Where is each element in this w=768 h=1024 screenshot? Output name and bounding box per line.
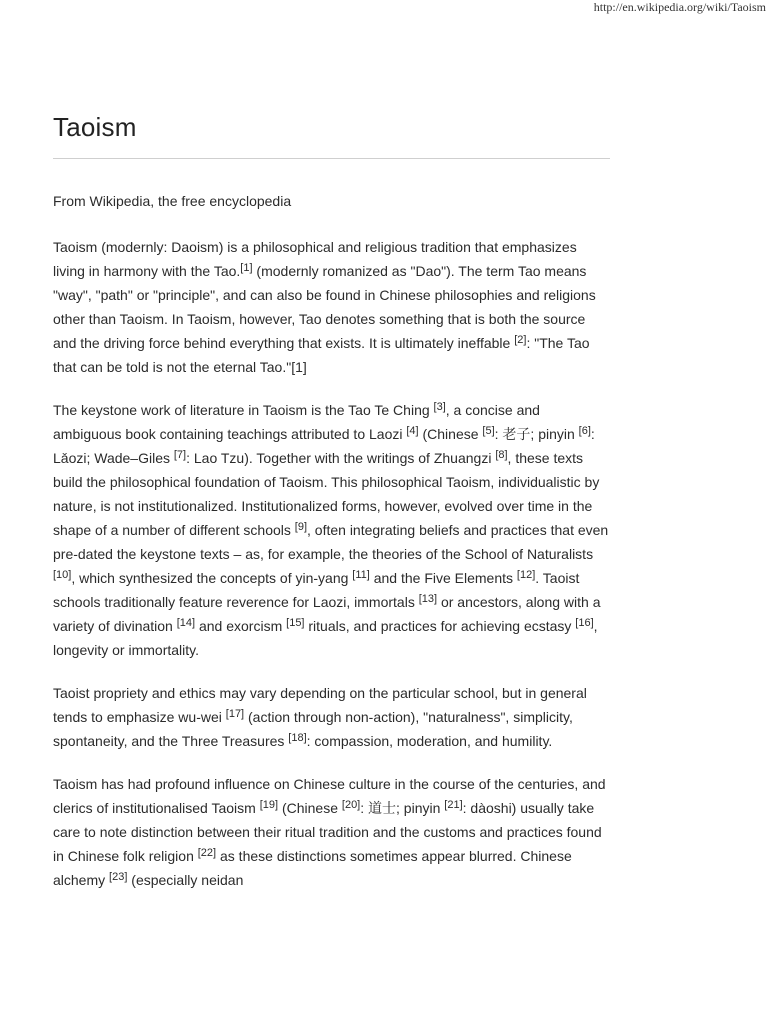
paragraph-intro xyxy=(53,235,611,379)
citation-link[interactable]: [15] xyxy=(286,617,305,629)
citation-link[interactable]: [12] xyxy=(516,569,536,581)
text: , often integrating beliefs and practices that even pre-dated the keystone texts – as, for example, the theories of the School of Naturalists xyxy=(53,522,609,562)
text: , longevity or immortality. xyxy=(53,618,598,658)
text: : compassion, moderation, and humility. xyxy=(306,733,553,749)
text: : Lǎozi; Wade–Giles xyxy=(53,426,595,466)
paragraph-keystone xyxy=(53,398,611,662)
page-url[interactable]: http://en.wikipedia.org/wiki/Taoism xyxy=(593,0,766,14)
text: : dàoshi) usually take care to note distinction between their ritual tradition and the customs and practices found in Chinese folk religion xyxy=(53,800,602,864)
text: . Taoist schools traditionally feature reverence for Laozi, immortals xyxy=(53,570,580,610)
citation-link[interactable]: [16] xyxy=(575,617,594,629)
paragraph-influence xyxy=(53,772,611,892)
page-title: Taoism xyxy=(53,112,137,142)
citation-link[interactable]: [1] xyxy=(240,262,253,274)
text: , a concise and ambiguous book containing teachings attributed to Laozi xyxy=(53,402,540,442)
citation-link[interactable]: [7] xyxy=(173,449,187,461)
citation-link[interactable]: [9] xyxy=(294,521,308,533)
text: as these distinctions sometimes appear blurred. Chinese alchemy xyxy=(53,848,572,888)
paragraph-ethics xyxy=(53,681,611,753)
text: (action through non-action), "naturalness", simplicity, spontaneity, and the Three Treasures xyxy=(53,709,573,749)
text: The keystone work of literature in Taoism is the Tao Te Ching xyxy=(53,402,434,418)
citation-link[interactable]: [18] xyxy=(288,732,307,744)
article-body xyxy=(53,189,611,911)
citation-link[interactable]: [11] xyxy=(352,569,370,581)
citation-link[interactable]: [19] xyxy=(259,799,279,811)
citation-link[interactable]: [8] xyxy=(495,449,508,461)
citation-link[interactable]: [5] xyxy=(482,425,495,437)
text: and the Five Elements xyxy=(369,570,517,586)
citation-link[interactable]: [22] xyxy=(197,847,217,859)
citation-link[interactable]: [21] xyxy=(444,799,463,811)
text: (modernly romanized as "Dao"). The term Tao means "way", "path" or "principle", and can also be found in Chinese philosophies and religions other than Taoism. In Taoism, however, Tao denotes something that is both the source and the driving force behind everything that exists. It is ultimately ineffable xyxy=(53,263,596,351)
text: : Lao Tzu). Together with the writings of Zhuangzi xyxy=(186,450,496,466)
text: (Chinese xyxy=(278,800,342,816)
citation-link[interactable]: [17] xyxy=(225,708,245,720)
text: Taoist propriety and ethics may vary depending on the particular school, but in general tends to emphasize wu-wei xyxy=(53,685,587,725)
citation-link[interactable]: [14] xyxy=(176,617,196,629)
citation-link[interactable]: [4] xyxy=(406,425,419,437)
citation-link[interactable]: [10] xyxy=(53,569,72,581)
text: : 道士; pinyin xyxy=(360,800,445,816)
citation-link[interactable]: [2] xyxy=(514,334,527,346)
text: : "The Tao that can be told is not the eternal Tao."[1] xyxy=(53,335,590,375)
citation-link[interactable]: [23] xyxy=(109,871,128,883)
citation-link[interactable]: [20] xyxy=(341,799,361,811)
text: rituals, and practices for achieving ecstasy xyxy=(304,618,576,634)
text: Taoism has had profound influence on Chinese culture in the course of the centuries, and clerics of institutionalised Taoism xyxy=(53,776,606,816)
title-divider xyxy=(53,158,610,159)
text: : 老子; pinyin xyxy=(494,426,579,442)
text: , these texts build the philosophical foundation of Taoism. This philosophical Taoism, individualistic by nature, is not institutionalized. Institutionalized forms, however, evolved over time in the shape of a number of different schools xyxy=(53,450,600,538)
text: , which synthesized the concepts of yin-yang xyxy=(71,570,353,586)
site-tagline: From Wikipedia, the free encyclopedia xyxy=(53,193,292,209)
text: or ancestors, along with a variety of divination xyxy=(53,594,601,634)
citation-link[interactable]: [13] xyxy=(418,593,438,605)
citation-link[interactable]: [6] xyxy=(578,425,591,437)
citation-link[interactable]: [3] xyxy=(433,401,446,413)
text: (Chinese xyxy=(418,426,483,442)
text: (especially neidan xyxy=(127,872,244,888)
text: and exorcism xyxy=(195,618,287,634)
text: Taoism (modernly: Daoism) is a philosophical and religious tradition that emphasizes living in harmony with the Tao. xyxy=(53,239,577,279)
